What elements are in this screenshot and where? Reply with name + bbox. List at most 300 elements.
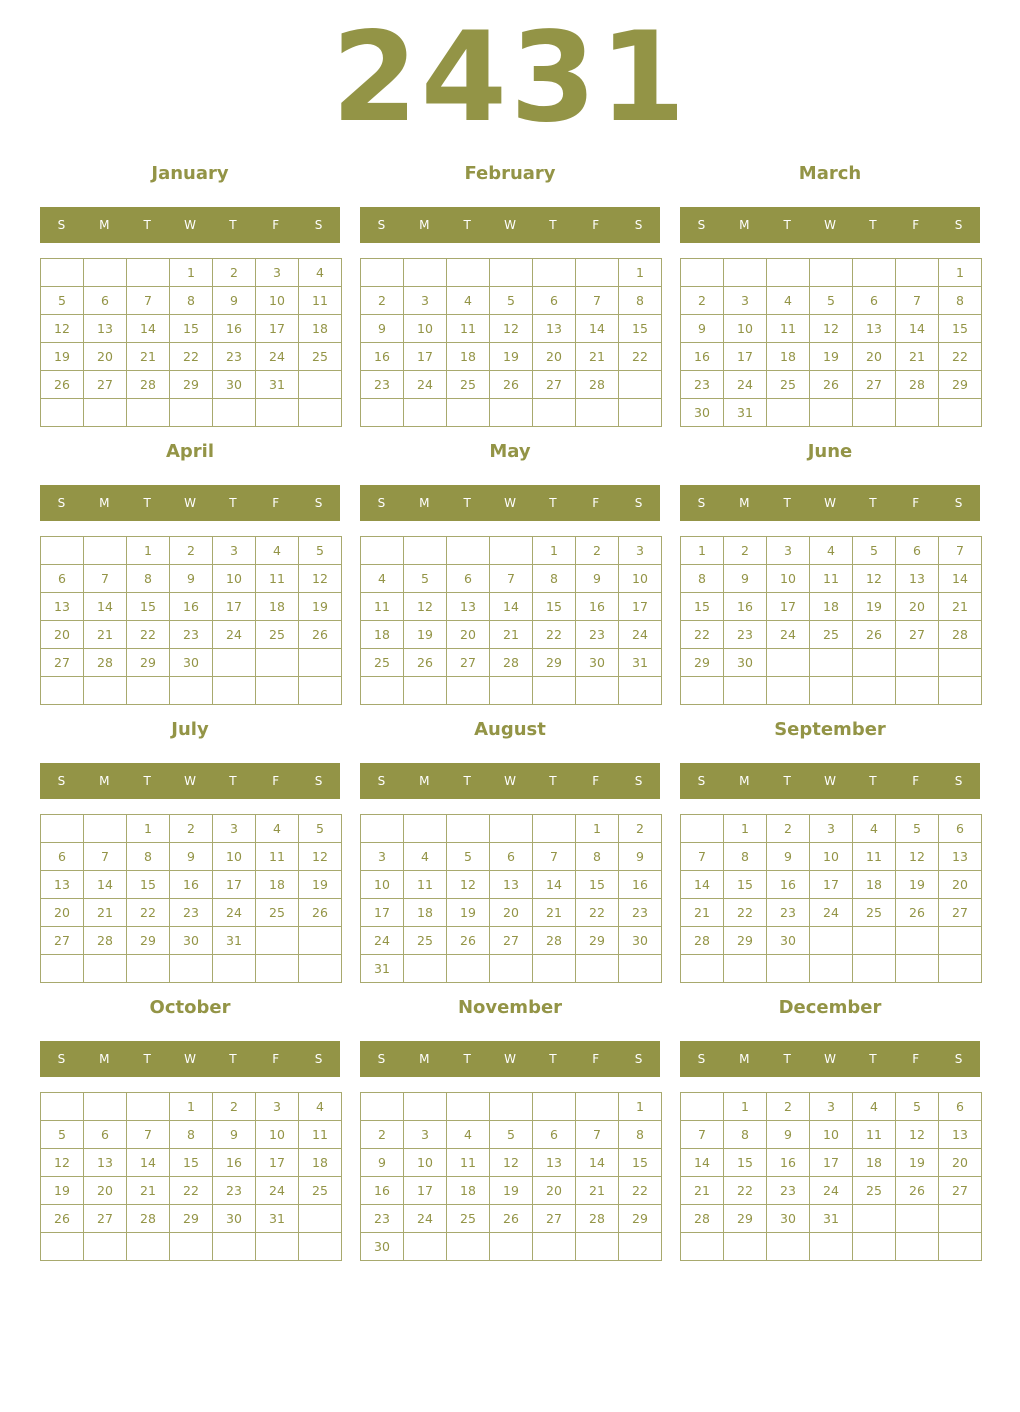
weekday-label: F — [592, 218, 600, 232]
day-cell: 20 — [896, 593, 939, 621]
day-cell: 18 — [853, 871, 896, 899]
day-grid — [40, 814, 342, 983]
empty-day-cell — [84, 955, 127, 983]
day-cell: 16 — [170, 593, 213, 621]
weekday-label: T — [143, 496, 151, 510]
day-cell: 7 — [681, 843, 724, 871]
empty-day-cell — [619, 677, 662, 705]
weekday-label: M — [419, 774, 430, 788]
day-cell: 26 — [41, 371, 84, 399]
week-row — [361, 955, 662, 983]
empty-day-cell — [896, 1233, 939, 1261]
weekday-label: W — [184, 1052, 196, 1066]
weekday-header — [680, 763, 980, 799]
day-cell: 2 — [576, 537, 619, 565]
empty-day-cell — [490, 815, 533, 843]
day-cell: 4 — [361, 565, 404, 593]
week-row — [361, 315, 662, 343]
day-cell: 14 — [84, 871, 127, 899]
day-cell: 26 — [490, 1205, 533, 1233]
week-row — [41, 399, 342, 427]
month-april — [40, 438, 340, 708]
day-cell: 3 — [619, 537, 662, 565]
day-cell: 9 — [576, 565, 619, 593]
day-cell: 5 — [447, 843, 490, 871]
month-name: March — [798, 163, 862, 184]
day-cell: 1 — [681, 537, 724, 565]
day-cell: 26 — [853, 621, 896, 649]
empty-day-cell — [447, 1093, 490, 1121]
day-cell: 11 — [853, 1121, 896, 1149]
weekday-header — [360, 207, 660, 243]
weekday-label: W — [504, 1052, 516, 1066]
day-cell: 6 — [84, 1121, 127, 1149]
day-cell: 1 — [533, 537, 576, 565]
day-cell: 17 — [213, 871, 256, 899]
day-cell: 8 — [619, 1121, 662, 1149]
day-cell: 2 — [767, 1093, 810, 1121]
day-cell: 21 — [576, 1177, 619, 1205]
day-cell: 13 — [447, 593, 490, 621]
weekday-label: F — [912, 1052, 920, 1066]
week-row — [361, 343, 662, 371]
month-december — [680, 994, 980, 1264]
weekday-label: T — [549, 774, 557, 788]
day-cell: 12 — [299, 843, 342, 871]
day-cell: 13 — [533, 315, 576, 343]
day-cell: 26 — [41, 1205, 84, 1233]
week-row — [681, 343, 982, 371]
empty-day-cell — [84, 1233, 127, 1261]
weekday-label: S — [697, 218, 706, 232]
empty-day-cell — [84, 259, 127, 287]
day-cell: 28 — [84, 927, 127, 955]
day-cell: 14 — [576, 315, 619, 343]
year-title: 2431 — [331, 6, 689, 150]
weekday-label: S — [314, 1052, 323, 1066]
day-cell: 13 — [41, 871, 84, 899]
week-row — [41, 593, 342, 621]
weekday-label: T — [143, 218, 151, 232]
day-cell: 14 — [84, 593, 127, 621]
empty-day-cell — [41, 815, 84, 843]
day-cell: 30 — [170, 927, 213, 955]
week-row — [41, 899, 342, 927]
week-row — [361, 1121, 662, 1149]
empty-day-cell — [896, 399, 939, 427]
empty-day-cell — [767, 649, 810, 677]
empty-day-cell — [810, 649, 853, 677]
day-cell: 25 — [404, 927, 447, 955]
week-row — [681, 315, 982, 343]
weekday-header — [680, 485, 980, 521]
day-cell: 21 — [533, 899, 576, 927]
day-cell: 23 — [170, 621, 213, 649]
day-cell: 9 — [213, 1121, 256, 1149]
day-cell: 22 — [724, 899, 767, 927]
day-cell: 21 — [127, 1177, 170, 1205]
day-cell: 28 — [127, 371, 170, 399]
week-row — [681, 955, 982, 983]
weekday-label: M — [99, 496, 110, 510]
day-cell: 7 — [127, 1121, 170, 1149]
day-cell: 25 — [767, 371, 810, 399]
day-cell: 23 — [576, 621, 619, 649]
empty-day-cell — [939, 1205, 982, 1233]
day-cell: 27 — [939, 899, 982, 927]
empty-day-cell — [361, 537, 404, 565]
day-cell: 18 — [447, 1177, 490, 1205]
empty-day-cell — [533, 677, 576, 705]
day-cell: 25 — [447, 371, 490, 399]
empty-day-cell — [256, 677, 299, 705]
empty-day-cell — [404, 677, 447, 705]
day-cell: 23 — [170, 899, 213, 927]
week-row — [681, 1205, 982, 1233]
weekday-label: W — [504, 774, 516, 788]
day-cell: 11 — [299, 287, 342, 315]
day-cell: 13 — [939, 843, 982, 871]
week-row — [681, 399, 982, 427]
empty-day-cell — [681, 677, 724, 705]
day-cell: 11 — [447, 1149, 490, 1177]
empty-day-cell — [127, 1093, 170, 1121]
weekday-label: F — [592, 774, 600, 788]
day-cell: 3 — [213, 537, 256, 565]
empty-day-cell — [127, 955, 170, 983]
day-cell: 10 — [619, 565, 662, 593]
weekday-label: W — [824, 496, 836, 510]
day-cell: 9 — [681, 315, 724, 343]
day-cell: 28 — [84, 649, 127, 677]
weekday-label: S — [314, 774, 323, 788]
day-cell: 28 — [576, 1205, 619, 1233]
day-cell: 26 — [810, 371, 853, 399]
weekday-label: T — [463, 774, 471, 788]
day-cell: 6 — [490, 843, 533, 871]
day-cell: 18 — [256, 593, 299, 621]
empty-day-cell — [256, 927, 299, 955]
day-cell: 9 — [619, 843, 662, 871]
empty-day-cell — [447, 399, 490, 427]
day-cell: 7 — [127, 287, 170, 315]
month-name: August — [474, 719, 546, 740]
weekday-label: M — [419, 1052, 430, 1066]
day-cell: 21 — [681, 1177, 724, 1205]
empty-day-cell — [767, 677, 810, 705]
day-cell: 22 — [533, 621, 576, 649]
day-cell: 25 — [853, 1177, 896, 1205]
day-cell: 10 — [404, 315, 447, 343]
empty-day-cell — [127, 677, 170, 705]
weekday-label: M — [739, 218, 750, 232]
day-cell: 5 — [299, 537, 342, 565]
month-name: December — [778, 997, 882, 1018]
month-name: May — [489, 441, 531, 462]
empty-day-cell — [724, 955, 767, 983]
day-cell: 24 — [404, 371, 447, 399]
day-cell: 1 — [170, 259, 213, 287]
empty-day-cell — [896, 1205, 939, 1233]
day-cell: 14 — [490, 593, 533, 621]
empty-day-cell — [853, 399, 896, 427]
month-name: February — [464, 163, 556, 184]
day-cell: 14 — [127, 1149, 170, 1177]
empty-day-cell — [810, 927, 853, 955]
day-cell: 18 — [299, 315, 342, 343]
day-cell: 25 — [810, 621, 853, 649]
week-row — [41, 565, 342, 593]
day-cell: 10 — [404, 1149, 447, 1177]
empty-day-cell — [170, 399, 213, 427]
week-row — [681, 1121, 982, 1149]
day-grid — [680, 536, 982, 705]
weekday-label: W — [184, 218, 196, 232]
day-cell: 26 — [896, 1177, 939, 1205]
weekday-header — [680, 1041, 980, 1077]
day-cell: 11 — [404, 871, 447, 899]
week-row — [361, 287, 662, 315]
day-grid — [680, 258, 982, 427]
day-cell: 7 — [939, 537, 982, 565]
day-cell: 5 — [299, 815, 342, 843]
day-cell: 28 — [490, 649, 533, 677]
weekday-label: S — [377, 1052, 386, 1066]
empty-day-cell — [619, 371, 662, 399]
day-cell: 20 — [490, 899, 533, 927]
day-cell: 3 — [404, 1121, 447, 1149]
week-row — [41, 955, 342, 983]
day-cell: 28 — [681, 927, 724, 955]
weekday-label: F — [592, 1052, 600, 1066]
day-cell: 14 — [681, 1149, 724, 1177]
weekday-label: T — [229, 218, 237, 232]
day-cell: 3 — [361, 843, 404, 871]
month-august — [360, 716, 660, 986]
day-cell: 23 — [619, 899, 662, 927]
day-cell: 11 — [256, 565, 299, 593]
day-cell: 4 — [767, 287, 810, 315]
day-cell: 6 — [853, 287, 896, 315]
day-grid — [40, 258, 342, 427]
day-cell: 25 — [299, 343, 342, 371]
day-cell: 16 — [170, 871, 213, 899]
day-cell: 10 — [361, 871, 404, 899]
day-cell: 10 — [213, 565, 256, 593]
day-cell: 2 — [213, 1093, 256, 1121]
empty-day-cell — [404, 1233, 447, 1261]
empty-day-cell — [84, 815, 127, 843]
day-cell: 13 — [41, 593, 84, 621]
empty-day-cell — [533, 1233, 576, 1261]
day-cell: 19 — [853, 593, 896, 621]
day-cell: 1 — [127, 815, 170, 843]
empty-day-cell — [299, 649, 342, 677]
week-row — [681, 843, 982, 871]
weekday-label: F — [912, 774, 920, 788]
weekday-label: W — [184, 496, 196, 510]
day-cell: 13 — [533, 1149, 576, 1177]
day-cell: 30 — [619, 927, 662, 955]
weekday-label: F — [912, 218, 920, 232]
empty-day-cell — [810, 399, 853, 427]
empty-day-cell — [447, 1233, 490, 1261]
weekday-header — [40, 207, 340, 243]
empty-day-cell — [896, 927, 939, 955]
day-cell: 7 — [576, 1121, 619, 1149]
day-cell: 30 — [767, 927, 810, 955]
day-cell: 20 — [853, 343, 896, 371]
day-cell: 23 — [724, 621, 767, 649]
day-cell: 18 — [810, 593, 853, 621]
week-row — [41, 1121, 342, 1149]
empty-day-cell — [170, 677, 213, 705]
day-cell: 29 — [170, 1205, 213, 1233]
weekday-label: T — [783, 1052, 791, 1066]
day-cell: 24 — [404, 1205, 447, 1233]
day-cell: 23 — [767, 899, 810, 927]
day-cell: 28 — [127, 1205, 170, 1233]
day-cell: 29 — [681, 649, 724, 677]
day-cell: 3 — [213, 815, 256, 843]
day-cell: 8 — [533, 565, 576, 593]
empty-day-cell — [361, 677, 404, 705]
day-grid — [680, 1092, 982, 1261]
empty-day-cell — [619, 1233, 662, 1261]
week-row — [361, 677, 662, 705]
day-cell: 29 — [127, 649, 170, 677]
day-cell: 7 — [490, 565, 533, 593]
day-cell: 17 — [404, 1177, 447, 1205]
day-cell: 12 — [404, 593, 447, 621]
day-cell: 17 — [256, 315, 299, 343]
month-name: April — [165, 441, 215, 462]
week-row — [41, 815, 342, 843]
month-july — [40, 716, 340, 986]
empty-day-cell — [256, 399, 299, 427]
empty-day-cell — [299, 955, 342, 983]
empty-day-cell — [299, 1233, 342, 1261]
day-cell: 16 — [361, 343, 404, 371]
empty-day-cell — [213, 955, 256, 983]
day-cell: 9 — [361, 1149, 404, 1177]
day-cell: 21 — [490, 621, 533, 649]
day-cell: 23 — [361, 371, 404, 399]
day-cell: 24 — [810, 1177, 853, 1205]
empty-day-cell — [681, 1093, 724, 1121]
day-cell: 1 — [170, 1093, 213, 1121]
day-cell: 13 — [853, 315, 896, 343]
empty-day-cell — [490, 677, 533, 705]
day-cell: 2 — [767, 815, 810, 843]
empty-day-cell — [41, 1233, 84, 1261]
day-cell: 22 — [681, 621, 724, 649]
empty-day-cell — [404, 259, 447, 287]
weekday-label: W — [184, 774, 196, 788]
empty-day-cell — [404, 1093, 447, 1121]
empty-day-cell — [810, 1233, 853, 1261]
day-cell: 11 — [810, 565, 853, 593]
day-grid — [40, 536, 342, 705]
empty-day-cell — [576, 1093, 619, 1121]
day-cell: 24 — [213, 899, 256, 927]
empty-day-cell — [361, 815, 404, 843]
day-cell: 29 — [724, 927, 767, 955]
weekday-label: S — [377, 218, 386, 232]
day-cell: 22 — [127, 621, 170, 649]
day-cell: 8 — [724, 843, 767, 871]
weekday-label: T — [463, 496, 471, 510]
day-cell: 5 — [404, 565, 447, 593]
day-grid — [680, 814, 982, 983]
month-september — [680, 716, 980, 986]
week-row — [361, 593, 662, 621]
weekday-label: T — [869, 1052, 877, 1066]
week-row — [361, 1205, 662, 1233]
weekday-label: T — [783, 774, 791, 788]
week-row — [361, 1177, 662, 1205]
empty-day-cell — [939, 649, 982, 677]
day-cell: 26 — [447, 927, 490, 955]
day-cell: 19 — [404, 621, 447, 649]
day-cell: 22 — [170, 1177, 213, 1205]
weekday-label: S — [314, 496, 323, 510]
week-row — [361, 1093, 662, 1121]
weekday-label: T — [463, 218, 471, 232]
week-row — [41, 315, 342, 343]
weekday-label: T — [783, 496, 791, 510]
day-cell: 6 — [896, 537, 939, 565]
day-cell: 26 — [299, 899, 342, 927]
day-cell: 6 — [41, 843, 84, 871]
day-cell: 11 — [447, 315, 490, 343]
day-cell: 19 — [490, 1177, 533, 1205]
day-cell: 17 — [404, 343, 447, 371]
weekday-label: T — [229, 496, 237, 510]
day-cell: 28 — [896, 371, 939, 399]
weekday-label: S — [954, 774, 963, 788]
day-cell: 30 — [681, 399, 724, 427]
day-cell: 24 — [767, 621, 810, 649]
weekday-label: S — [57, 774, 66, 788]
weekday-label: F — [272, 1052, 280, 1066]
empty-day-cell — [127, 399, 170, 427]
day-cell: 31 — [619, 649, 662, 677]
week-row — [41, 371, 342, 399]
day-cell: 24 — [213, 621, 256, 649]
week-row — [41, 287, 342, 315]
empty-day-cell — [681, 815, 724, 843]
weekday-label: F — [592, 496, 600, 510]
empty-day-cell — [127, 259, 170, 287]
week-row — [361, 399, 662, 427]
day-cell: 19 — [896, 1149, 939, 1177]
empty-day-cell — [447, 259, 490, 287]
day-cell: 1 — [939, 259, 982, 287]
day-cell: 18 — [767, 343, 810, 371]
day-cell: 21 — [576, 343, 619, 371]
day-cell: 1 — [619, 1093, 662, 1121]
day-cell: 13 — [896, 565, 939, 593]
day-cell: 12 — [299, 565, 342, 593]
day-cell: 13 — [939, 1121, 982, 1149]
day-cell: 16 — [576, 593, 619, 621]
day-cell: 27 — [41, 649, 84, 677]
day-cell: 12 — [41, 1149, 84, 1177]
weekday-label: T — [869, 218, 877, 232]
day-cell: 13 — [84, 1149, 127, 1177]
empty-day-cell — [490, 955, 533, 983]
